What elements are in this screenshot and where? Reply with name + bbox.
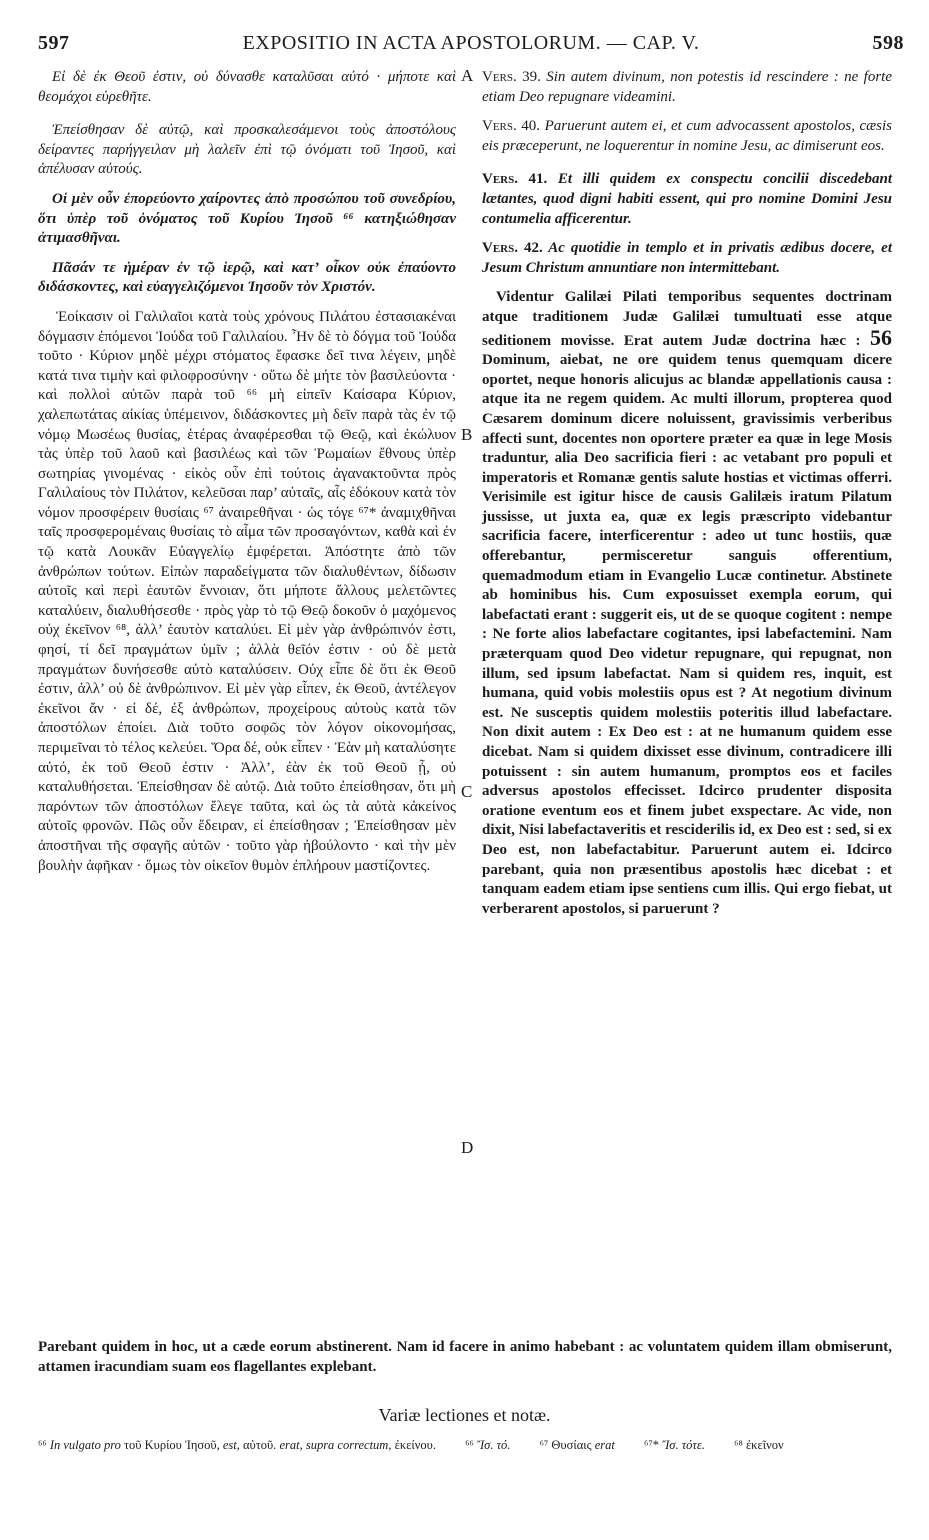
greek-verse-39: Εἰ δὲ ἐκ Θεοῦ ἐστιν, οὐ δύνασθε καταλῦσαι αὐτό · μήποτε καὶ θεομάχοι εὑρεθῆτε.	[38, 69, 456, 105]
latin-verse-41	[482, 170, 892, 229]
page-number-right: 598	[872, 32, 904, 54]
margin-letter-c: C	[461, 782, 473, 801]
greek-verse-40: Ἐπείσθησαν δὲ αὐτῷ, καὶ προσκαλεσάμενοι τοὺς ἀποστόλους δείραντες παρήγγειλαν μὴ λαλεῖν ἐπὶ τῷ ὀνόματι τοῦ Ἰησοῦ, καὶ ἀπέλυσαν αὐτούς.	[38, 122, 456, 178]
greek-verse-42: Πᾶσάν τε ἡμέραν ἐν τῷ ἱερῷ, καὶ κατ’ οἶκον οὐκ ἐπαύοντο διδάσκοντες, καὶ εὐαγγελιζόμενοι Ἰησοῦν τὸν Χριστόν.	[38, 259, 456, 296]
running-header	[38, 32, 904, 58]
greek-column	[38, 68, 456, 876]
greek-commentary: Ἐοίκασιν οἱ Γαλιλαῖοι κατὰ τοὺς χρόνους Πιλάτου ἐστασιακέναι δόγμασιν ἑπόμενοι Ἰούδα τοῦ Γαλιλαίου. Ἦν δὲ τὸ δόγμα τοῦ Ἰούδα τοῦτο · Κύριον μηδὲ μέχρι στόματος ἔφασκε δεῖ τινα λέγειν, μηδὲ κατά τινα τιμὴν καὶ φιλοφροσύνην · οὕτω δὲ μήτε τὸν βασιλεύοντα · καὶ πολλοὶ αὐτῶν παρὰ τοῦ ⁶⁶ μὴ εἰπεῖν Καίσαρα Κύριον, χαλεπωτάτας αἰκίας ὑπέμεινον, διδάσκοντες μὴ δεῖν παρὰ τὰς ἐν τῷ νόμῳ Μωσέως θυσίας, ἑτέρας ἀναφέρεσθαι τῷ Θεῷ, καὶ ἐκώλυον τὰς ὑπὲρ τοῦ λαοῦ καὶ βασιλέως καὶ τῶν Ῥωμαίων ἔθνους ὑπὲρ σωτηρίας γινομένας · εἰκὸς οὖν ἐπὶ τούτοις ἀγανακτοῦντα πρὸς Γαλιλαίους τὸν Πιλάτον, κελεῦσαι παρ’ αὐταῖς, αἷς ἐδόκουν κατὰ τὸν νόμον προσφέρειν θυσίαις ⁶⁷ ἀναιρεθῆναι · ὡς τόγε ⁶⁷* ἀναμιχθῆναι ταῖς προσφερομέναις θυσίαις τὸ αἷμα τῶν προσαγόντων, καθὰ καὶ ἐν τῷ κατὰ Λουκᾶν Εὐαγγελίῳ ἐμφέρεται. Ἀπόστητε ἀπὸ τῶν ἀνθρώπων τούτων. Εἰπὼν παραδείγματα τῶν διαλυθέντων, δίδωσιν αὐτοῖς καὶ περὶ ἑαυτῶν ἔννοιαν, ὅτι μήποτε ἄλλους μελετῶντες καταλύειν, διαλυθήσεσθε · πρὸς γὰρ τὸ τῷ Θεῷ δοκοῦν ὁ μαχόμενος οὐχ ἐκεῖνον ⁶⁸, ἀλλ’ ἑαυτὸν καταλύει. Εἰ μὲν γὰρ ἀνθρώπινόν ἐστι, φησί, τί δεῖ πραγμάτων ὑμῖν ; ἀλλὰ θεῖόν ἐστιν · οὐ δὲ μετὰ πραγμάτων δυνήσεσθε αὐτὸ καταλύσειν. Οὐχ εἶπε δὲ ὅτι ἐκ Θεοῦ ἐστιν, ἀλλ’ οὐ δὲ ἀνθρώπινον. Εἰ μὲν γὰρ εἶπεν, ἐκ Θεοῦ, ἀντέλεγον ἐκεῖνοι ἄν · εἰ δέ, ἐξ ἀνθρώπων, προχείρους αὐτοὺς κατὰ τῶν ἀποστόλων ἐποίει. Διὰ τοῦτο σοφῶς τὸν λόγον οἰκονομήσας, περιμεῖναι τὸ τέλος κελεύει. Ὅρα δέ, οὐκ εἶπεν · Ἐὰν μὴ καταλύσητε αὐτό, ἐκ τοῦ Θεοῦ ἐστιν · Ἀλλ’, ἐὰν ἐκ τοῦ Θεοῦ ᾖ, οὐ καταλυθήσεται. Ἐπείσθησαν δὲ αὐτῷ. Διὰ τοῦτο ἐπείσθησαν, ὅτι μὴ παρόντων τῶν ἀποστόλων ἔλεγε ταῦτα, καὶ ὡς τὰ αὐτὰ κἀκείνος αὐτοῖς φρονῶν. Πῶς οὖν ἔδειραν, εἰ ἐπείσθησαν ; Ἐπείσθησαν μὲν ἀποστῆναι τῆς σφαγῆς αὐτῶν · τοῦτο γὰρ ἠβούλοντο · καὶ τὴν μὲν βουλὴν ἀφῆκαν · ὅμως τὸν οἰκεῖον θυμὸν ἐπλήρουν μαστίζοντες.	[38, 308, 456, 874]
margin-letter-d: D	[461, 1138, 474, 1157]
note-67: ⁶⁷ Θυσίαις erat	[539, 1438, 615, 1452]
running-title: EXPOSITIO IN ACTA APOSTOLORUM. — CAP. V.	[242, 32, 700, 54]
latin-verse-39	[482, 68, 892, 107]
variae-lectiones-notes	[38, 1437, 892, 1454]
note-68: ⁶⁸ ἐκεῖνον	[734, 1438, 784, 1452]
verse-label-42: Vers. 42.	[482, 240, 543, 257]
full-width-latin-tail: Parebant quidem in hoc, ut a cæde eorum abstinerent. Nam id facere in animo habebant : ac voluntatem quidem illam obmiserunt, attamen iracundiam suam eos flagellantes explebant.	[38, 1339, 892, 1375]
latin-verse-40	[482, 117, 892, 156]
latin-verse-39-text: Sin autem divinum, non potestis id rescindere : ne forte etiam Deo repugnare videamini.	[482, 69, 893, 105]
greek-verse-41: Οἱ μὲν οὖν ἐπορεύοντο χαίροντες ἀπὸ προσώπου τοῦ συνεδρίου, ὅτι ὑπὲρ τοῦ ὀνόματος τοῦ Κυρίου Ἰησοῦ ⁶⁶ κατηξιώθησαν ἀτιμασθῆναι.	[38, 190, 456, 247]
verse-label-41: Vers. 41.	[482, 171, 548, 188]
latin-verse-41-text: Et illi quidem ex conspectu concilii discedebant lætantes, quod digni habiti essent, qui pro nomine Domini Jesu contumelia afficerentur.	[482, 171, 893, 227]
margin-letter-b: B	[461, 425, 473, 444]
margin-letter-a: A	[461, 66, 474, 85]
latin-verse-42	[482, 239, 892, 278]
latin-verse-40-text: Paruerunt autem ei, et cum advocassent apostolos, cæsis eis præceperunt, ne loquerentur in nomine Jesu, ac dimiserunt eos.	[482, 118, 892, 154]
latin-commentary-a: Videntur Galilæi Pilati temporibus sequentes doctrinam atque traditionem Judæ Galilæi tumultuati esse atque seditionem movisse. Erat autem Judæ doctrina hæc :	[482, 289, 892, 349]
latin-commentary-b: Dominum, aiebat, ne ore quidem tenus quemquam dicere oportet, neque honoris alicujus ac blandæ appellationis causa : atque ita ne regem quidem. Ac multi illorum, propterea quod Cæsarem dominum dicere noluissent, gravissimis verberibus affecti sunt, docentes non oportere præter ea quæ in lege Mosis traduntur, alia Deo sacrificia fieri : ac vetabant pro populi et imperatoris et Romanæ gentis salute hostias et victimas offerri. Verisimile est igitur hisce de causis Galilæis iratum Pilatum jussisse, ut juxta ea, quæ ex legis præscripto videbantur sacrificia facere, interficerentur : adeo ut tunc hostiis, quæ offerebantur, permisceretur sanguis offerentium, quemadmodum etiam in Evangelio Lucæ continetur. Abstinete ab hominibus his. Cum exposuisset exempla eorum, qui labefactati erant : suggerit eis, ut de se quoque cogitent : nempe : Ne forte alios labefactare cogitantes, ipsi labefactemini. Nam præterquam quod Deo videtur repugnare, qui repugnat, non illum, sed ipsum labefactat. Nam si quidem res, inquit, est humana, quid vobis molestiis opus est ? At negotium divinum est. Ne susceptis quidem molestiis poteritis illud labefactare. Non dixit autem : Ex Deo est : at ne humanum quidem esse dicebat. Nam si quidem dixisset esse divinum, contradicere illi potuissent : sin autem humanum, promptos eos et faciles adversus apostolos effecisset. Idcirco prudenter disposita oratione eventum eos et finem jubet exspectare. Ac vide, non dixit, Nisi labefactaveritis et resciderilis id, ex Deo est : sed, si ex Deo est, non labefactabitur. Paruerunt autem ei. Idcirco parebant, quia non præsentibus apostolis hæc dicebat : et tanquam eadem etiam ipse sentiens cum illis. Qui ergo fiebat, ut verberarent apostolos, si paruerunt ?	[482, 352, 892, 917]
verse-label-40: Vers. 40.	[482, 118, 541, 135]
verse-label-39: Vers. 39.	[482, 69, 541, 85]
note-66b: ⁶⁶ Ἴσ. τό.	[465, 1438, 511, 1452]
note-66a: ⁶⁶ In vulgato pro τοῦ Κυρίου Ἰησοῦ, est, αὐτοῦ. erat, supra correctum, ἐκείνου.	[38, 1438, 436, 1452]
latin-verse-42-text: Ac quotidie in templo et in privatis ædibus docere, et Jesum Christum annuntiare non intermittebant.	[482, 240, 892, 276]
latin-column	[482, 68, 892, 919]
latin-commentary	[482, 288, 892, 919]
note-67-star: ⁶⁷* Ἴσ. τότε.	[643, 1438, 705, 1452]
column-number: 56	[870, 324, 892, 350]
variae-lectiones-title: Variæ lectiones et notæ.	[378, 1405, 551, 1425]
page-number-left: 597	[38, 32, 70, 54]
